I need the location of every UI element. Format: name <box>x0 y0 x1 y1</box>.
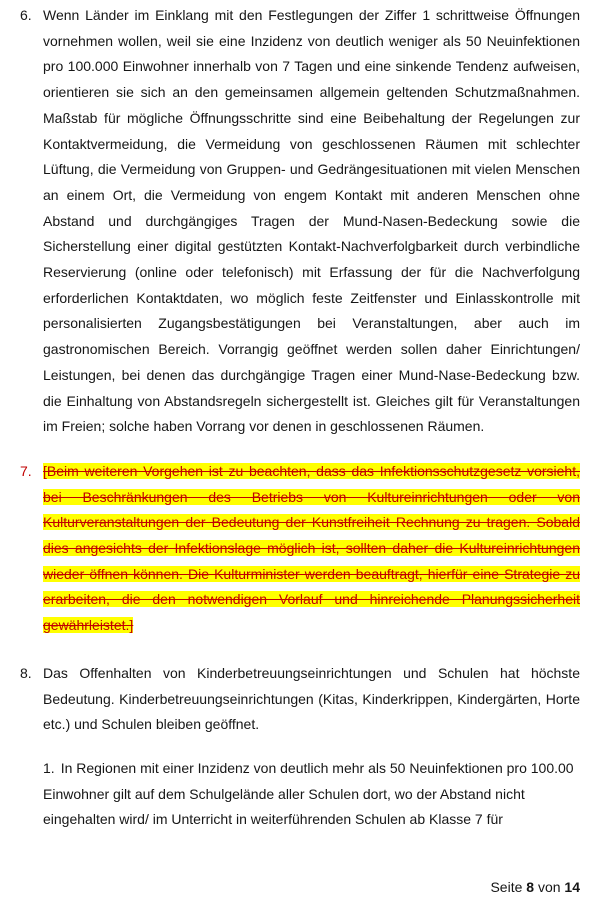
item-number-6: 6. <box>20 7 32 23</box>
sub-item-1 <box>43 756 580 833</box>
footer-label-page: Seite <box>490 879 523 895</box>
document-content <box>20 3 580 833</box>
footer-page-number: 8 <box>526 879 535 895</box>
item-text-6: Wenn Länder im Einklang mit den Festlegungen der Ziffer 1 schrittweise Öffnungen vornehmen wollen, weil sie eine Inzidenz von deutlich weniger als 50 Neuinfektionen pro 100.000 Einwohner innerhalb von 7 Tagen und eine sinkende Tendenz aufweisen, orientieren sie sich an den gemeinsamen allgemein geltenden Schutzmaßnahmen. Maßstab für mögliche Öffnungsschritte sind eine Beibehaltung der Regelungen zur Kontaktvermeidung, die Vermeidung von geschlossenen Räumen mit schlechter Lüftung, die Vermeidung von Gruppen- und Gedrängesituationen mit vielen Menschen an einem Ort, die Vermeidung von engem Kontakt mit anderen Menschen ohne Abstand und durchgängiges Tragen der Mund-Nasen-Bedeckung sowie die Sicherstellung einer digital gestützten Kontakt-Nachverfolgbarkeit durch verbindliche Reservierung (online oder telefonisch) mit Erfassung der für die Nachverfolgung erforderlichen Kontaktdaten, wo möglich feste Zeitfenster und Einlasskontrolle mit personalisierten Zugangsbestätigungen bei Veranstaltungen, aber auch im gastronomischen Bereich. Vorrangig geöffnet werden sollen daher Einrichtungen/ Leistungen, bei denen das durchgängige Tragen einer Mund-Nase-Bedeckung bzw. die Einhaltung von Abstandsregeln sichergestellt ist. Gleiches gilt für Veranstaltungen im Freien; solche haben Vorrang vor denen in geschlossenen Räumen. <box>43 7 580 435</box>
sub-item-number-1: 1. <box>43 759 55 776</box>
item-number-7: 7. <box>20 462 32 479</box>
deleted-highlighted-text: [Beim weiteren Vorgehen ist zu beachten, dass das Infektionsschutzgesetz vorsieht, bei Beschränkungen des Betriebs von Kultureinrichtungen oder von Kulturveranstaltungen der Bedeutung der Kunstfreiheit Rechnung zu tragen. Sobald dies angesichts der Infektionslage möglich ist, sollten daher die Kultureinrichtungen wieder öffnen können. Die Kulturminister werden beauftragt, hierfür eine Strategie zu erarbeiten, die den notwendigen Vorlauf und hinreichende Planungssicherheit gewährleistet.] <box>43 462 580 634</box>
item-text-8: Das Offenhalten von Kinderbetreuungseinrichtungen und Schulen hat höchste Bedeutung. Kinderbetreuungseinrichtungen (Kitas, Kinderkrippen, Kindergärten, Horte etc.) und Schulen bleiben geöffnet. <box>43 664 580 733</box>
sub-item-text-1: In Regionen mit einer Inzidenz von deutlich mehr als 50 Neuinfektionen pro 100.00 Einwohner gilt auf dem Schulgelände aller Schulen dort, wo der Abstand nicht eingehalten wird/ im Unterricht in weiterführenden Schulen ab Klasse 7 für <box>43 759 574 828</box>
list-item-7 <box>20 459 580 639</box>
item-number-8: 8. <box>20 664 32 681</box>
item-text-7-wrap <box>43 459 580 639</box>
list-item-8 <box>20 661 580 833</box>
list-item-6 <box>20 3 580 440</box>
page-footer <box>490 878 580 896</box>
item-text-8-wrap <box>43 661 580 833</box>
footer-label-of: von <box>537 879 561 895</box>
footer-total-pages: 14 <box>564 879 580 895</box>
